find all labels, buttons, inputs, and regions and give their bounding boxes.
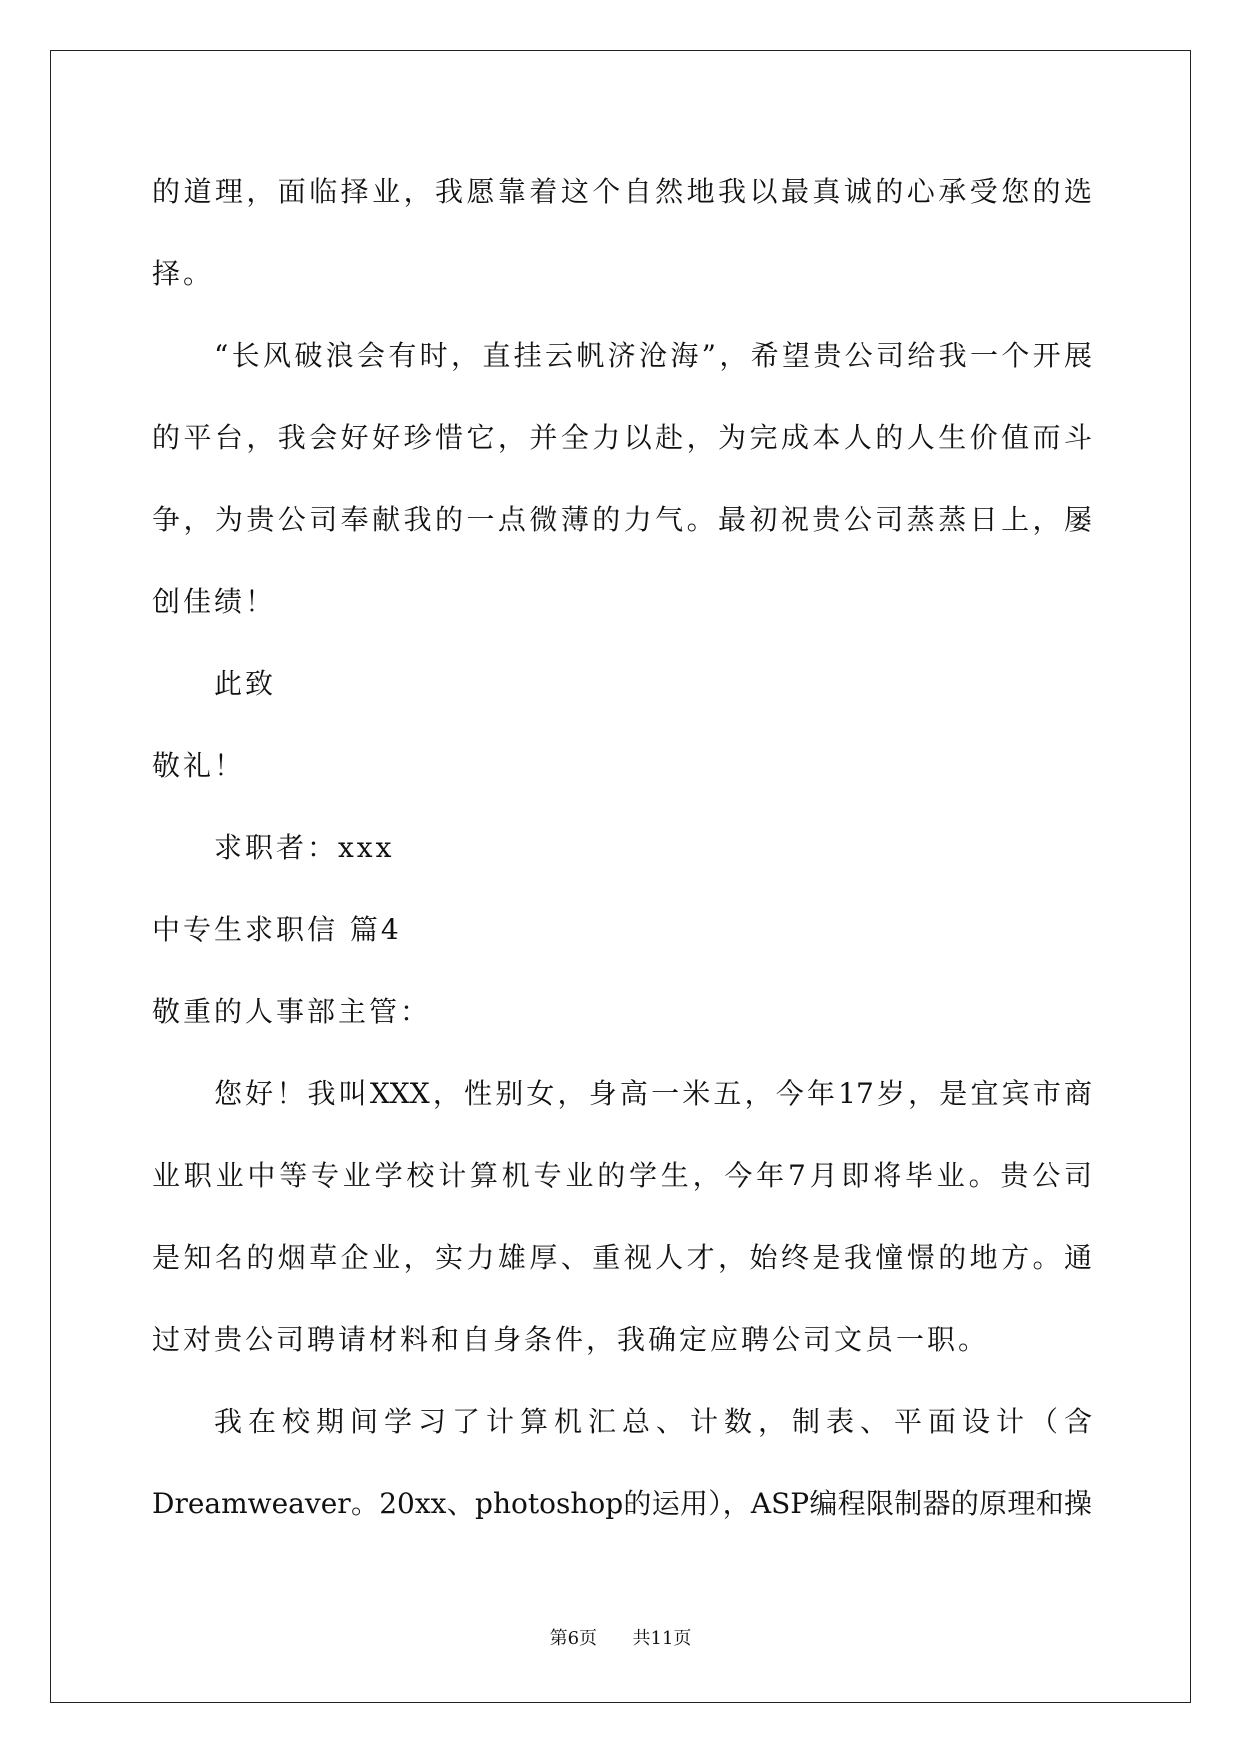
page-number: 第6页 bbox=[549, 1628, 598, 1649]
body-line-1: 的道理，面临择业，我愿靠着这个自然地我以最真诚的心承受您的选 bbox=[152, 175, 1092, 208]
page-border bbox=[50, 50, 1191, 1703]
salutation: 敬重的人事部主管： bbox=[152, 995, 432, 1028]
body-line-4: 的平台，我会好好珍惜它，并全力以赴，为完成本人的人生价值而斗 bbox=[152, 421, 1092, 454]
body-line-16: 我在校期间学习了计算机汇总、计数，制表、平面设计（含 bbox=[214, 1405, 1092, 1438]
body-line-17: Dreamweaver。20xx、photoshop的运用），ASP编程限制器的原理和操 bbox=[152, 1487, 1092, 1520]
body-line-6: 创佳绩！ bbox=[152, 585, 277, 618]
body-line-12: 您好！我叫XXX，性别女，身高一米五，今年17岁，是宜宾市商 bbox=[214, 1077, 1092, 1110]
page-total: 共11页 bbox=[632, 1628, 692, 1649]
signature: 求职者：xxx bbox=[214, 831, 395, 864]
body-line-13: 业职业中等专业学校计算机专业的学生，今年7月即将毕业。贵公司 bbox=[152, 1159, 1092, 1192]
body-line-15: 过对贵公司聘请材料和自身条件，我确定应聘公司文员一职。 bbox=[152, 1323, 990, 1356]
page-footer bbox=[0, 1624, 1241, 1650]
body-line-3: “长风破浪会有时，直挂云帆济沧海”，希望贵公司给我一个开展 bbox=[214, 339, 1092, 372]
section-title: 中专生求职信 篇4 bbox=[152, 913, 402, 946]
body-line-14: 是知名的烟草企业，实力雄厚、重视人才，始终是我憧憬的地方。通 bbox=[152, 1241, 1092, 1274]
closing-salute: 敬礼！ bbox=[152, 749, 246, 782]
body-line-5: 争，为贵公司奉献我的一点微薄的力气。最初祝贵公司蒸蒸日上，屡 bbox=[152, 503, 1092, 536]
closing-greeting: 此致 bbox=[214, 667, 277, 700]
body-line-2: 择。 bbox=[152, 257, 215, 290]
